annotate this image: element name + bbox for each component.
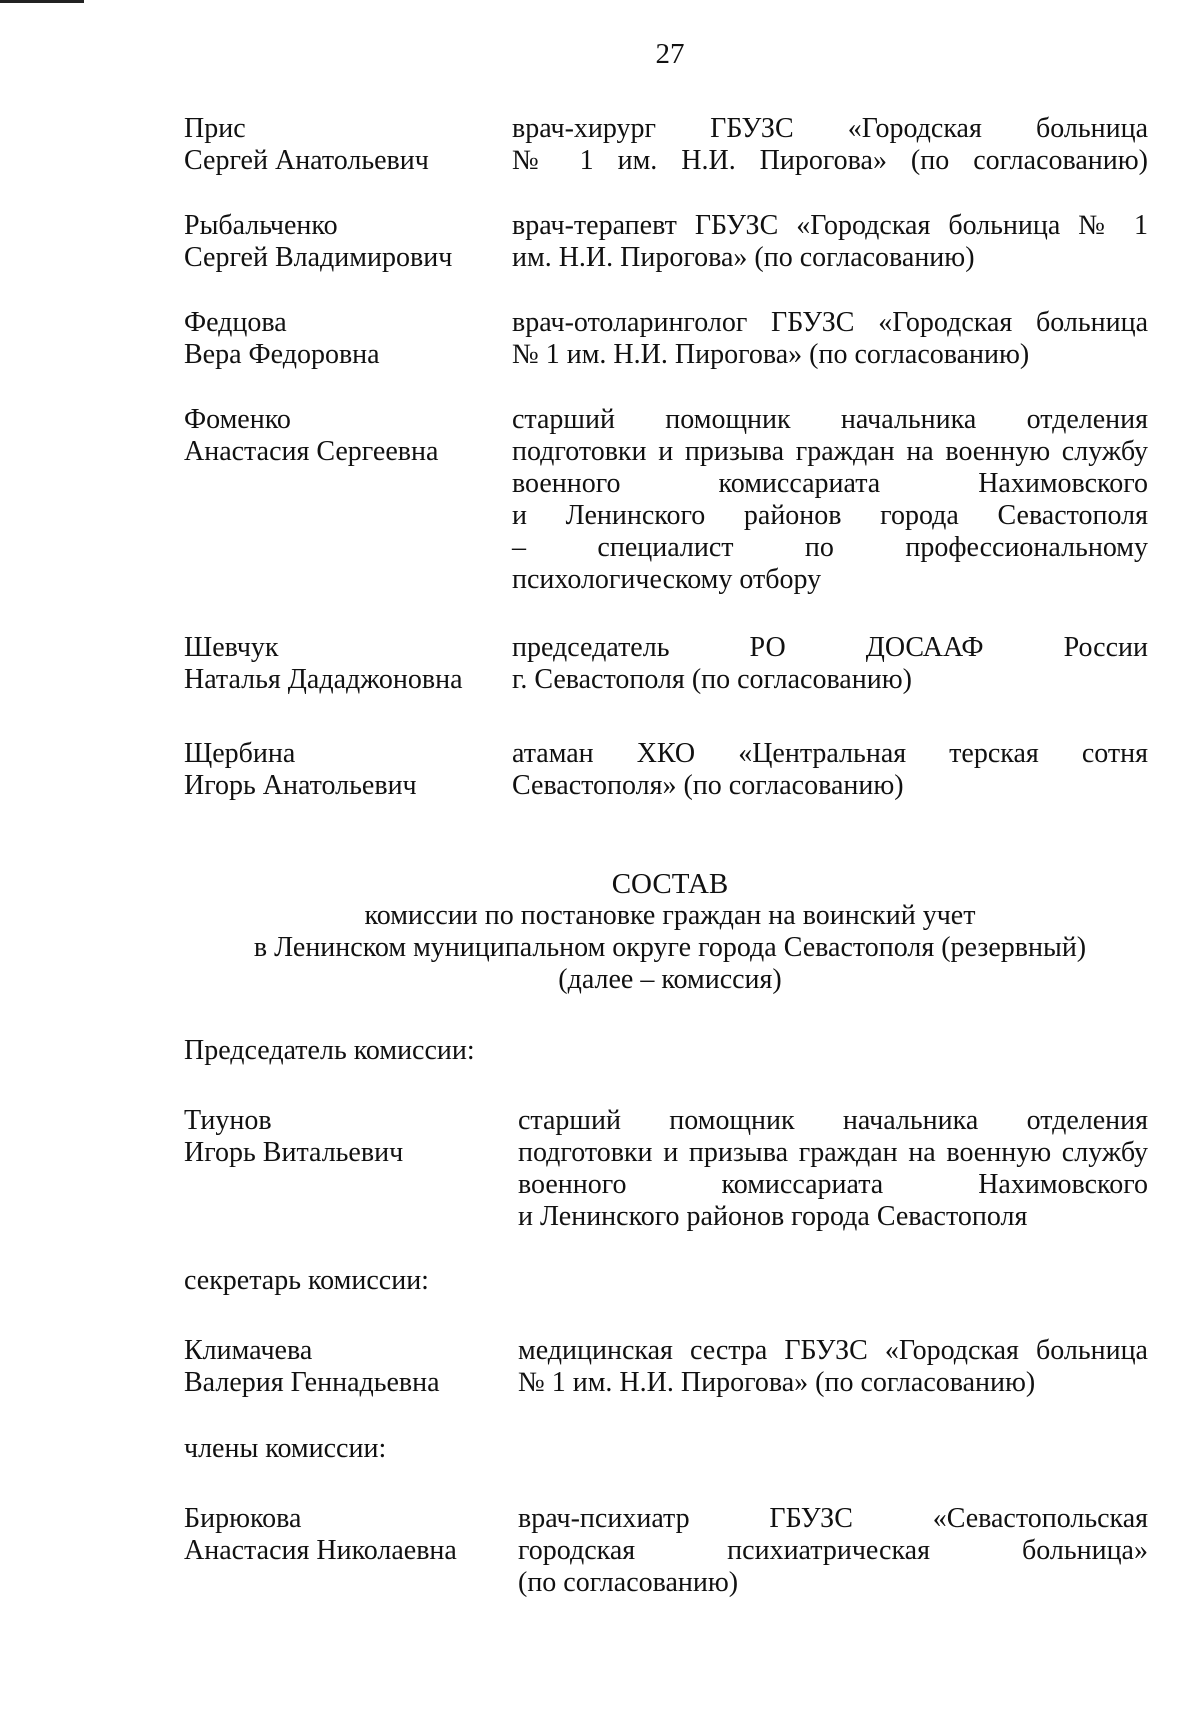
section-subtitle-line: (далее – комиссия) bbox=[558, 964, 782, 995]
member-position: медицинская сестра ГБУЗС «Городская больница № 1 им. Н.И. Пирогова» (по согласованию) bbox=[518, 1335, 1148, 1398]
member-position: атаман ХКО «Центральная терская сотня Севастополя» (по согласованию) bbox=[512, 738, 1148, 801]
member-position: врач-хирург ГБУЗС «Городская больница № 1 им. Н.И. Пирогова» (по согласованию) bbox=[512, 113, 1148, 176]
member-name: Климачева Валерия Геннадьевна bbox=[184, 1335, 440, 1398]
member-name: Рыбальченко Сергей Владимирович bbox=[184, 210, 453, 273]
member-name: Тиунов Игорь Витальевич bbox=[184, 1105, 404, 1168]
section-subtitle-line: комиссии по постановке граждан на воинский учет bbox=[364, 900, 976, 931]
scan-artifact-mark bbox=[0, 0, 84, 3]
member-name: Шевчук Наталья Дададжоновна bbox=[184, 632, 463, 695]
section-heading: СОСТАВ bbox=[611, 868, 729, 900]
section-subtitle-line: в Ленинском муниципальном округе города Севастополя (резервный) bbox=[253, 932, 1087, 963]
member-name: Щербина Игорь Анатольевич bbox=[184, 738, 417, 801]
member-position: врач-отоларинголог ГБУЗС «Городская больница № 1 им. Н.И. Пирогова» (по согласованию) bbox=[512, 307, 1148, 370]
member-position: врач-психиатр ГБУЗС «Севастопольская городская психиатрическая больница» (по согласованию) bbox=[518, 1503, 1148, 1598]
member-name: Бирюкова Анастасия Николаевна bbox=[184, 1503, 457, 1566]
member-name: Прис Сергей Анатольевич bbox=[184, 113, 429, 176]
secretary-label: секретарь комиссии: bbox=[184, 1265, 429, 1296]
chairman-label: Председатель комиссии: bbox=[184, 1035, 475, 1066]
page-number: 27 bbox=[655, 38, 685, 70]
members-label: члены комиссии: bbox=[184, 1433, 387, 1464]
member-position: старший помощник начальника отделения подготовки и призыва граждан на военную службу военного комиссариата Нахимовского и Ленинского районов города Севастополя bbox=[518, 1105, 1148, 1232]
member-name: Фоменко Анастасия Сергеевна bbox=[184, 404, 439, 467]
section-title-block bbox=[180, 868, 1160, 996]
member-position: старший помощник начальника отделения подготовки и призыва граждан на военную службу военного комиссариата Нахимовского и Ленинского районов города Севастополя – специалист по профессиональному психологическому отбору bbox=[512, 404, 1148, 595]
member-position: председатель РО ДОСААФ России г. Севастополя (по согласованию) bbox=[512, 632, 1148, 695]
member-name: Федцова Вера Федоровна bbox=[184, 307, 380, 370]
member-position: врач-терапевт ГБУЗС «Городская больница № 1 им. Н.И. Пирогова» (по согласованию) bbox=[512, 210, 1148, 273]
